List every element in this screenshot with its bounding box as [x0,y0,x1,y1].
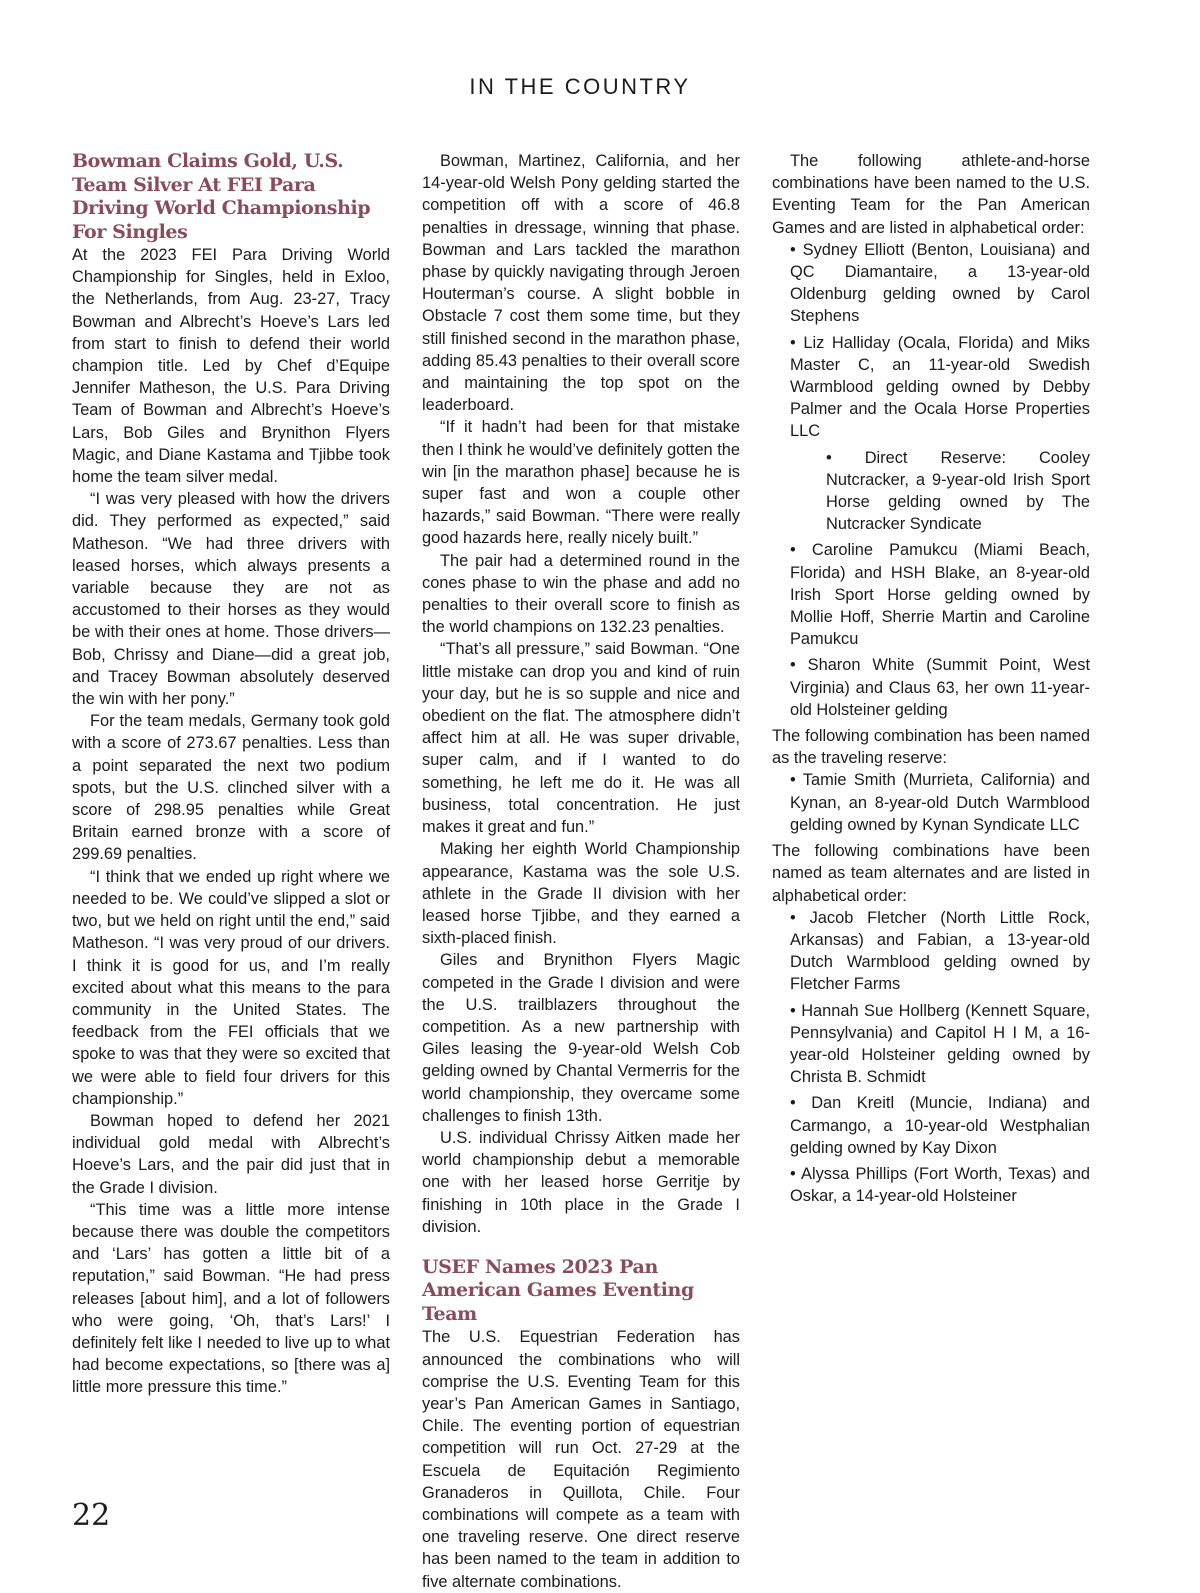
paragraph: “I think that we ended up right where we needed to be. We could’ve slipped a slot or two, but we held on right until the end,” said Matheson. “I was very proud of our drivers. I think it is good for us, and I’m really excited about what this means to the para community in the United States. The feedback from the FEI officials that we spoke to was that they were so excited that we were able to field four drivers for this championship.” [72,867,390,1108]
paragraph: Bowman hoped to defend her 2021 individual gold medal with Albrecht’s Hoeve’s Lars, and the pair did just that in the Grade I division. [72,1111,390,1197]
paragraph: U.S. individual Chrissy Aitken made her world championship debut a memorable one with her leased horse Gerritje by finishing in 10th place in the Grade I division. [422,1128,740,1236]
list-item: • Sharon White (Summit Point, West Virginia) and Claus 63, her own 11-year-old Holsteiner gelding [790,656,1090,719]
reserve-list [772,769,1090,836]
paragraph: For the team medals, Germany took gold with a score of 273.67 penalties. Less than a point separated the next two podium spots, but the U.S. clinched silver with a score of 298.95 penalties while Great Britain earned bronze with a score of 299.69 penalties. [72,712,390,864]
section-header: IN THE COUNTRY [469,74,691,99]
direct-reserve-item: • Direct Reserve: Cooley Nutcracker, a 9-year-old Irish Sport Horse gelding owned by The Nutcracker Syndicate [826,448,1090,534]
list-item: • Sydney Elliott (Benton, Louisiana) and QC Diamantaire, a 13-year-old Oldenburg gelding owned by Carol Stephens [790,240,1090,326]
column-2 [422,150,740,1593]
article-2-headline: USEF Names 2023 Pan American Games Eventing Team [422,1255,694,1325]
team-intro: The following athlete-and-horse combinations have been named to the U.S. Eventing Team for the Pan American Games and are listed in alphabetical order: [772,152,1090,237]
paragraph: Bowman, Martinez, California, and her 14-year-old Welsh Pony gelding started the competition off with a score of 46.8 penalties in dressage, winning that phase. Bowman and Lars tackled the marathon phase by quickly navigating through Jeroen Houterman’s course. A slight bobble in Obstacle 7 cost them some time, but they still finished second in the marathon phase, adding 85.43 penalties to their overall score and maintaining the top spot on the leaderboard. [422,152,740,415]
page-number: 22 [72,1498,111,1533]
paragraph: At the 2023 FEI Para Driving World Championship for Singles, held in Exloo, the Netherlands, from Aug. 23-27, Tracy Bowman and Albrecht’s Hoeve’s Lars led from start to finish to defend their world champion title. Led by Chef d’Equipe Jennifer Matheson, the U.S. Para Driving Team of Bowman and Albrecht’s Hoeve’s Lars, Bob Giles and Brynithon Flyers Magic, and Diane Kastama and Tjibbe took home the team silver medal. [72,246,390,487]
article-2-intro: The U.S. Equestrian Federation has announced the combinations who will comprise the U.S. Eventing Team for this year’s Pan American Games in Santiago, Chile. The eventing portion of equestrian competition will run Oct. 27-29 at the Escuela de Equitación Regimiento Granaderos in Quillota, Chile. Four combinations will compete as a team with one traveling reserve. One direct reserve has been named to the team in addition to five alternate combinations. [422,1328,740,1591]
list-item: • Liz Halliday (Ocala, Florida) and Miks Master C, an 11-year-old Swedish Warmblood gelding owned by Debby Palmer and the Ocala Horse Properties LLC [790,333,1090,441]
list-item: • Hannah Sue Hollberg (Kennett Square, Pennsylvania) and Capitol H I M, a 16-year-old Holsteiner gelding owned by Christa B. Schmidt [790,1001,1090,1087]
paragraph: Making her eighth World Championship appearance, Kastama was the sole U.S. athlete in the Grade II division with her leased horse Tjibbe, and they earned a sixth-placed finish. [422,840,740,948]
reserve-intro: The following combination has been named as the traveling reserve: [772,727,1090,768]
list-item: • Jacob Fletcher (North Little Rock, Arkansas) and Fabian, a 13-year-old Dutch Warmblood gelding owned by Fletcher Farms [790,908,1090,994]
paragraph: “I was very pleased with how the drivers did. They performed as expected,” said Matheson. “We had three drivers with leased horses, which always presents a variable because they are not as accustomed to their horses as they would be with their ones at home. Those drivers—Bob, Chrissy and Diane—did a great job, and Tracey Bowman absolutely deserved the win with her pony.” [72,490,390,709]
paragraph: “If it hadn’t had been for that mistake then I think he would’ve definitely gotten the win [in the marathon phase] because he is super fast and won a couple other hazards,” said Bowman. “There were really good hazards here, really nicely built.” [422,418,741,548]
alternates-intro: The following combinations have been named as team alternates and are listed in alphabetical order: [772,842,1090,905]
column-3 [772,150,1090,1211]
team-list [772,239,1090,721]
list-item: • Tamie Smith (Murrieta, California) and Kynan, an 8-year-old Dutch Warmblood gelding owned by Kynan Syndicate LLC [790,771,1090,834]
list-item: • Dan Kreitl (Muncie, Indiana) and Carmango, a 10-year-old Westphalian gelding owned by Kay Dixon [790,1094,1090,1157]
list-item: • Alyssa Phillips (Fort Worth, Texas) and Oskar, a 14-year-old Holsteiner [790,1164,1090,1206]
paragraph: “That’s all pressure,” said Bowman. “One little mistake can drop you and kind of ruin your day, but he is so supple and nice and obedient on the flat. The atmosphere didn’t affect him at all. He was super drivable, super calm, and if I wanted to do something, he left me do it. He was all business, total concentration. He just makes it great and fun.” [422,640,740,837]
column-1 [72,150,390,1399]
alternates-list [772,907,1090,1208]
article-1-headline: Bowman Claims Gold, U.S. Team Silver At FEI Para Driving World Championship For Singles [72,150,371,243]
paragraph: “This time was a little more intense because there was double the competitors and ‘Lars’ has gotten a little bit of a reputation,” said Bowman. “He had press releases [about him], and a lot of followers who were going, ‘Oh, that’s Lars!’ I definitely felt like I needed to live up to what had become expectations, so [there was a] little more pressure this time.” [72,1200,390,1397]
paragraph: The pair had a determined round in the cones phase to win the phase and add no penalties to their overall score to finish as the world champions on 132.23 penalties. [422,551,740,637]
list-item: • Caroline Pamukcu (Miami Beach, Florida) and HSH Blake, an 8-year-old Irish Sport Horse gelding owned by Mollie Hoff, Sherrie Martin and Caroline Pamukcu [790,541,1090,649]
paragraph: Giles and Brynithon Flyers Magic competed in the Grade I division and were the U.S. trailblazers throughout the competition. As a new partnership with Giles leasing the 9-year-old Welsh Cob gelding owned by Chantal Vermerris for the world championship, they overcame some challenges to finish 13th. [422,951,740,1125]
